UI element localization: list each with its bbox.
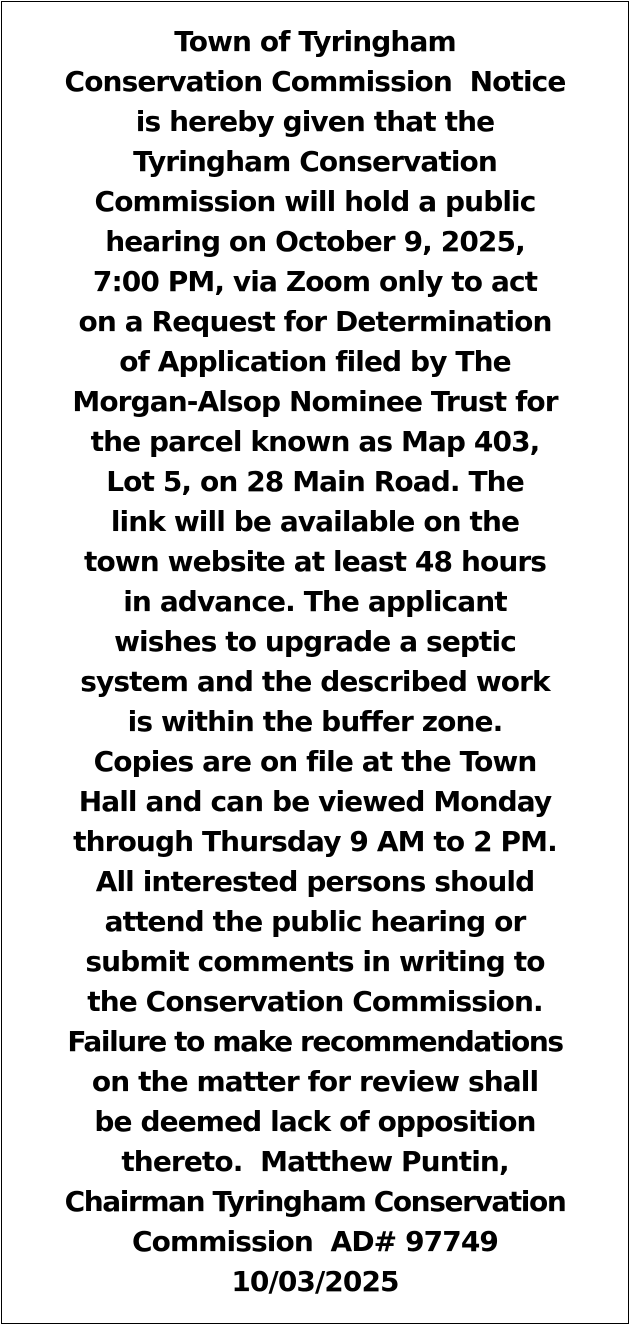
notice-line: Morgan-Alsop Nominee Trust for xyxy=(72,385,558,418)
notice-line: be deemed lack of opposition xyxy=(94,1105,536,1138)
notice-line: wishes to upgrade a septic xyxy=(114,625,516,658)
notice-line: is hereby given that the xyxy=(135,105,495,138)
notice-line: town website at least 48 hours xyxy=(83,545,547,578)
notice-line: on a Request for Determination xyxy=(78,305,552,338)
notice-line: Lot 5, on 28 Main Road. The xyxy=(106,465,524,498)
notice-line: thereto. Matthew Puntin, xyxy=(121,1145,509,1178)
notice-line: attend the public hearing or xyxy=(104,905,526,938)
notice-line: submit comments in writing to xyxy=(85,945,545,978)
notice-line: Chairman Tyringham Conservation xyxy=(64,1185,566,1218)
notice-line: Commission AD# 97749 xyxy=(132,1225,498,1258)
notice-line: on the matter for review shall xyxy=(91,1065,539,1098)
notice-line: Failure to make recommendations xyxy=(67,1025,563,1058)
notice-line: system and the described work xyxy=(80,665,550,698)
notice-line: hearing on October 9, 2025, xyxy=(105,225,525,258)
notice-line: Commission will hold a public xyxy=(94,185,536,218)
notice-line: All interested persons should xyxy=(95,865,535,898)
legal-notice xyxy=(1,1,629,1324)
notice-line: 10/03/2025 xyxy=(231,1265,399,1298)
notice-line: Tyringham Conservation xyxy=(133,145,497,178)
notice-line: Town of Tyringham xyxy=(174,25,456,58)
notice-line: 7:00 PM, via Zoom only to act xyxy=(92,265,538,298)
notice-line: Conservation Commission Notice xyxy=(64,65,566,98)
notice-line: the parcel known as Map 403, xyxy=(90,425,540,458)
notice-line: through Thursday 9 AM to 2 PM. xyxy=(73,825,557,858)
notice-line: Hall and can be viewed Monday xyxy=(78,785,552,818)
notice-line: of Application filed by The xyxy=(119,345,511,378)
notice-line: in advance. The applicant xyxy=(123,585,507,618)
notice-line: is within the buffer zone. xyxy=(127,705,503,738)
notice-line: the Conservation Commission. xyxy=(87,985,543,1018)
notice-line: link will be available on the xyxy=(110,505,520,538)
notice-line: Copies are on file at the Town xyxy=(93,745,537,778)
